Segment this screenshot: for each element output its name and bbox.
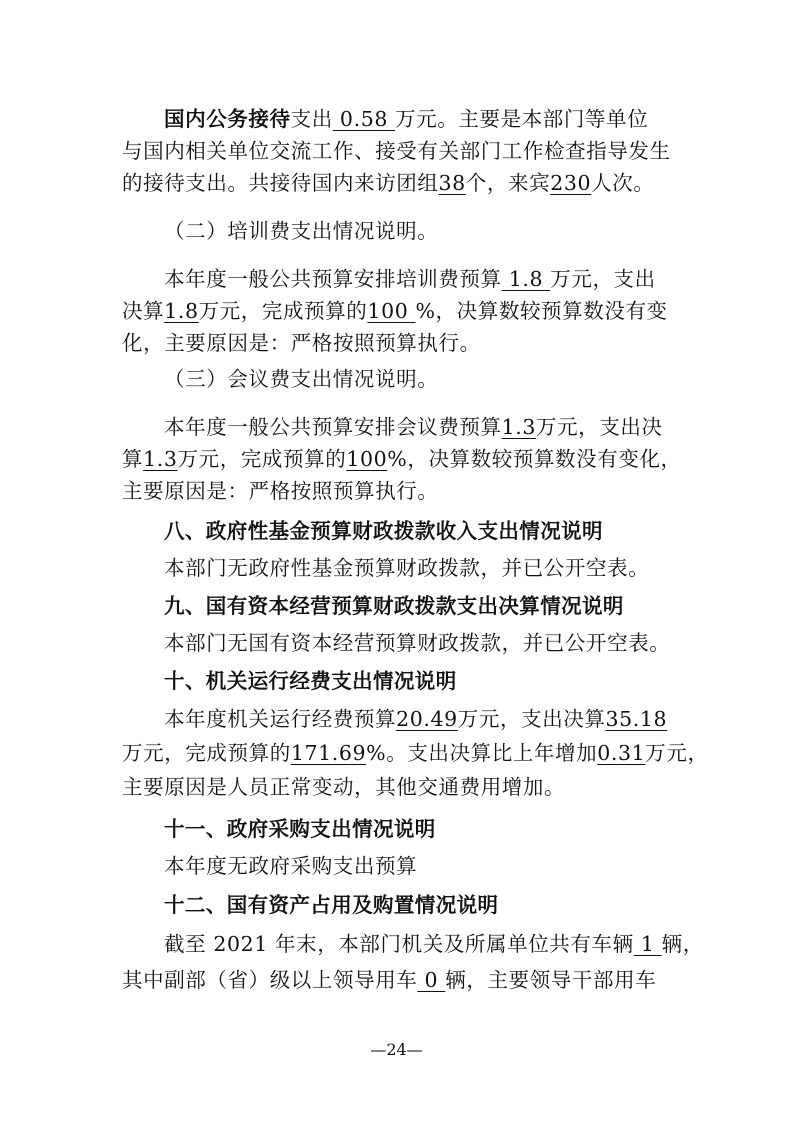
- reception-groups: 38: [438, 171, 466, 195]
- training-line-2: 决算1.8万元，完成预算的100 %，决算数较预算数没有变: [122, 299, 668, 323]
- reception-amount: 0.58: [332, 107, 396, 131]
- training-line-3: 化，主要原因是：严格按照预算执行。: [122, 331, 481, 355]
- section-8-heading: 八、政府性基金预算财政拨款收入支出情况说明: [164, 519, 603, 543]
- operating-percent: 171.69: [290, 741, 367, 765]
- section-12-line-2: 其中副部（省）级以上领导用车 0 辆，主要领导干部用车: [122, 968, 657, 992]
- reception-lead: 国内公务接待: [164, 107, 291, 131]
- section-9-text: 本部门无国有资本经营预算财政拨款，并已公开空表。: [164, 631, 671, 655]
- training-budget: 1.8: [501, 267, 551, 291]
- reception-line-3: 的接待支出。共接待国内来访团组38个，来宾230人次。: [122, 171, 655, 195]
- meeting-actual: 1.3: [143, 447, 178, 471]
- section-8-text: 本部门无政府性基金预算财政拨款，并已公开空表。: [164, 556, 650, 580]
- leader-car-count: 0: [417, 968, 446, 992]
- training-actual: 1.8: [164, 299, 199, 323]
- section-12-heading: 十二、国有资产占用及购置情况说明: [164, 893, 499, 917]
- meeting-budget: 1.3: [501, 415, 537, 439]
- meeting-heading: （三）会议费支出情况说明。: [164, 367, 439, 391]
- training-heading: （二）培训费支出情况说明。: [164, 219, 439, 243]
- training-line-1: 本年度一般公共预算安排培训费预算 1.8 万元，支出: [164, 267, 656, 291]
- reception-guests: 230: [550, 171, 592, 195]
- meeting-line-1: 本年度一般公共预算安排会议费预算1.3万元，支出决: [164, 415, 663, 439]
- section-10-line-2: 万元，完成预算的171.69%。支出决算比上年增加0.31万元，: [122, 741, 709, 765]
- operating-increase: 0.31: [597, 741, 646, 765]
- section-11-heading: 十一、政府采购支出情况说明: [164, 817, 436, 841]
- reception-line-2: 与国内相关单位交流工作、接受有关部门工作检查指导发生: [122, 139, 671, 163]
- section-11-text: 本年度无政府采购支出预算: [164, 854, 418, 878]
- section-9-heading: 九、国有资本经营预算财政拨款支出决算情况说明: [164, 594, 624, 618]
- meeting-line-2: 算1.3万元，完成预算的100%，决算数较预算数没有变化，: [122, 447, 682, 471]
- page-number: —24—: [370, 1040, 423, 1059]
- operating-budget: 20.49: [396, 707, 458, 731]
- operating-actual: 35.18: [605, 707, 668, 731]
- section-10-heading: 十、机关运行经费支出情况说明: [164, 669, 457, 693]
- meeting-percent: 100: [346, 447, 388, 471]
- training-percent: 100: [367, 299, 416, 323]
- meeting-line-3: 主要原因是：严格按照预算执行。: [122, 479, 439, 503]
- section-10-line-3: 主要原因是人员正常变动，其他交通费用增加。: [122, 775, 566, 799]
- section-12-line-1: 截至 2021 年末，本部门机关及所属单位共有车辆 1 辆，: [164, 932, 704, 956]
- section-10-line-1: 本年度机关运行经费预算20.49万元，支出决算35.18: [164, 707, 668, 731]
- vehicle-count: 1: [633, 932, 662, 956]
- reception-line-1: 国内公务接待支出 0.58 万元。主要是本部门等单位: [164, 107, 649, 131]
